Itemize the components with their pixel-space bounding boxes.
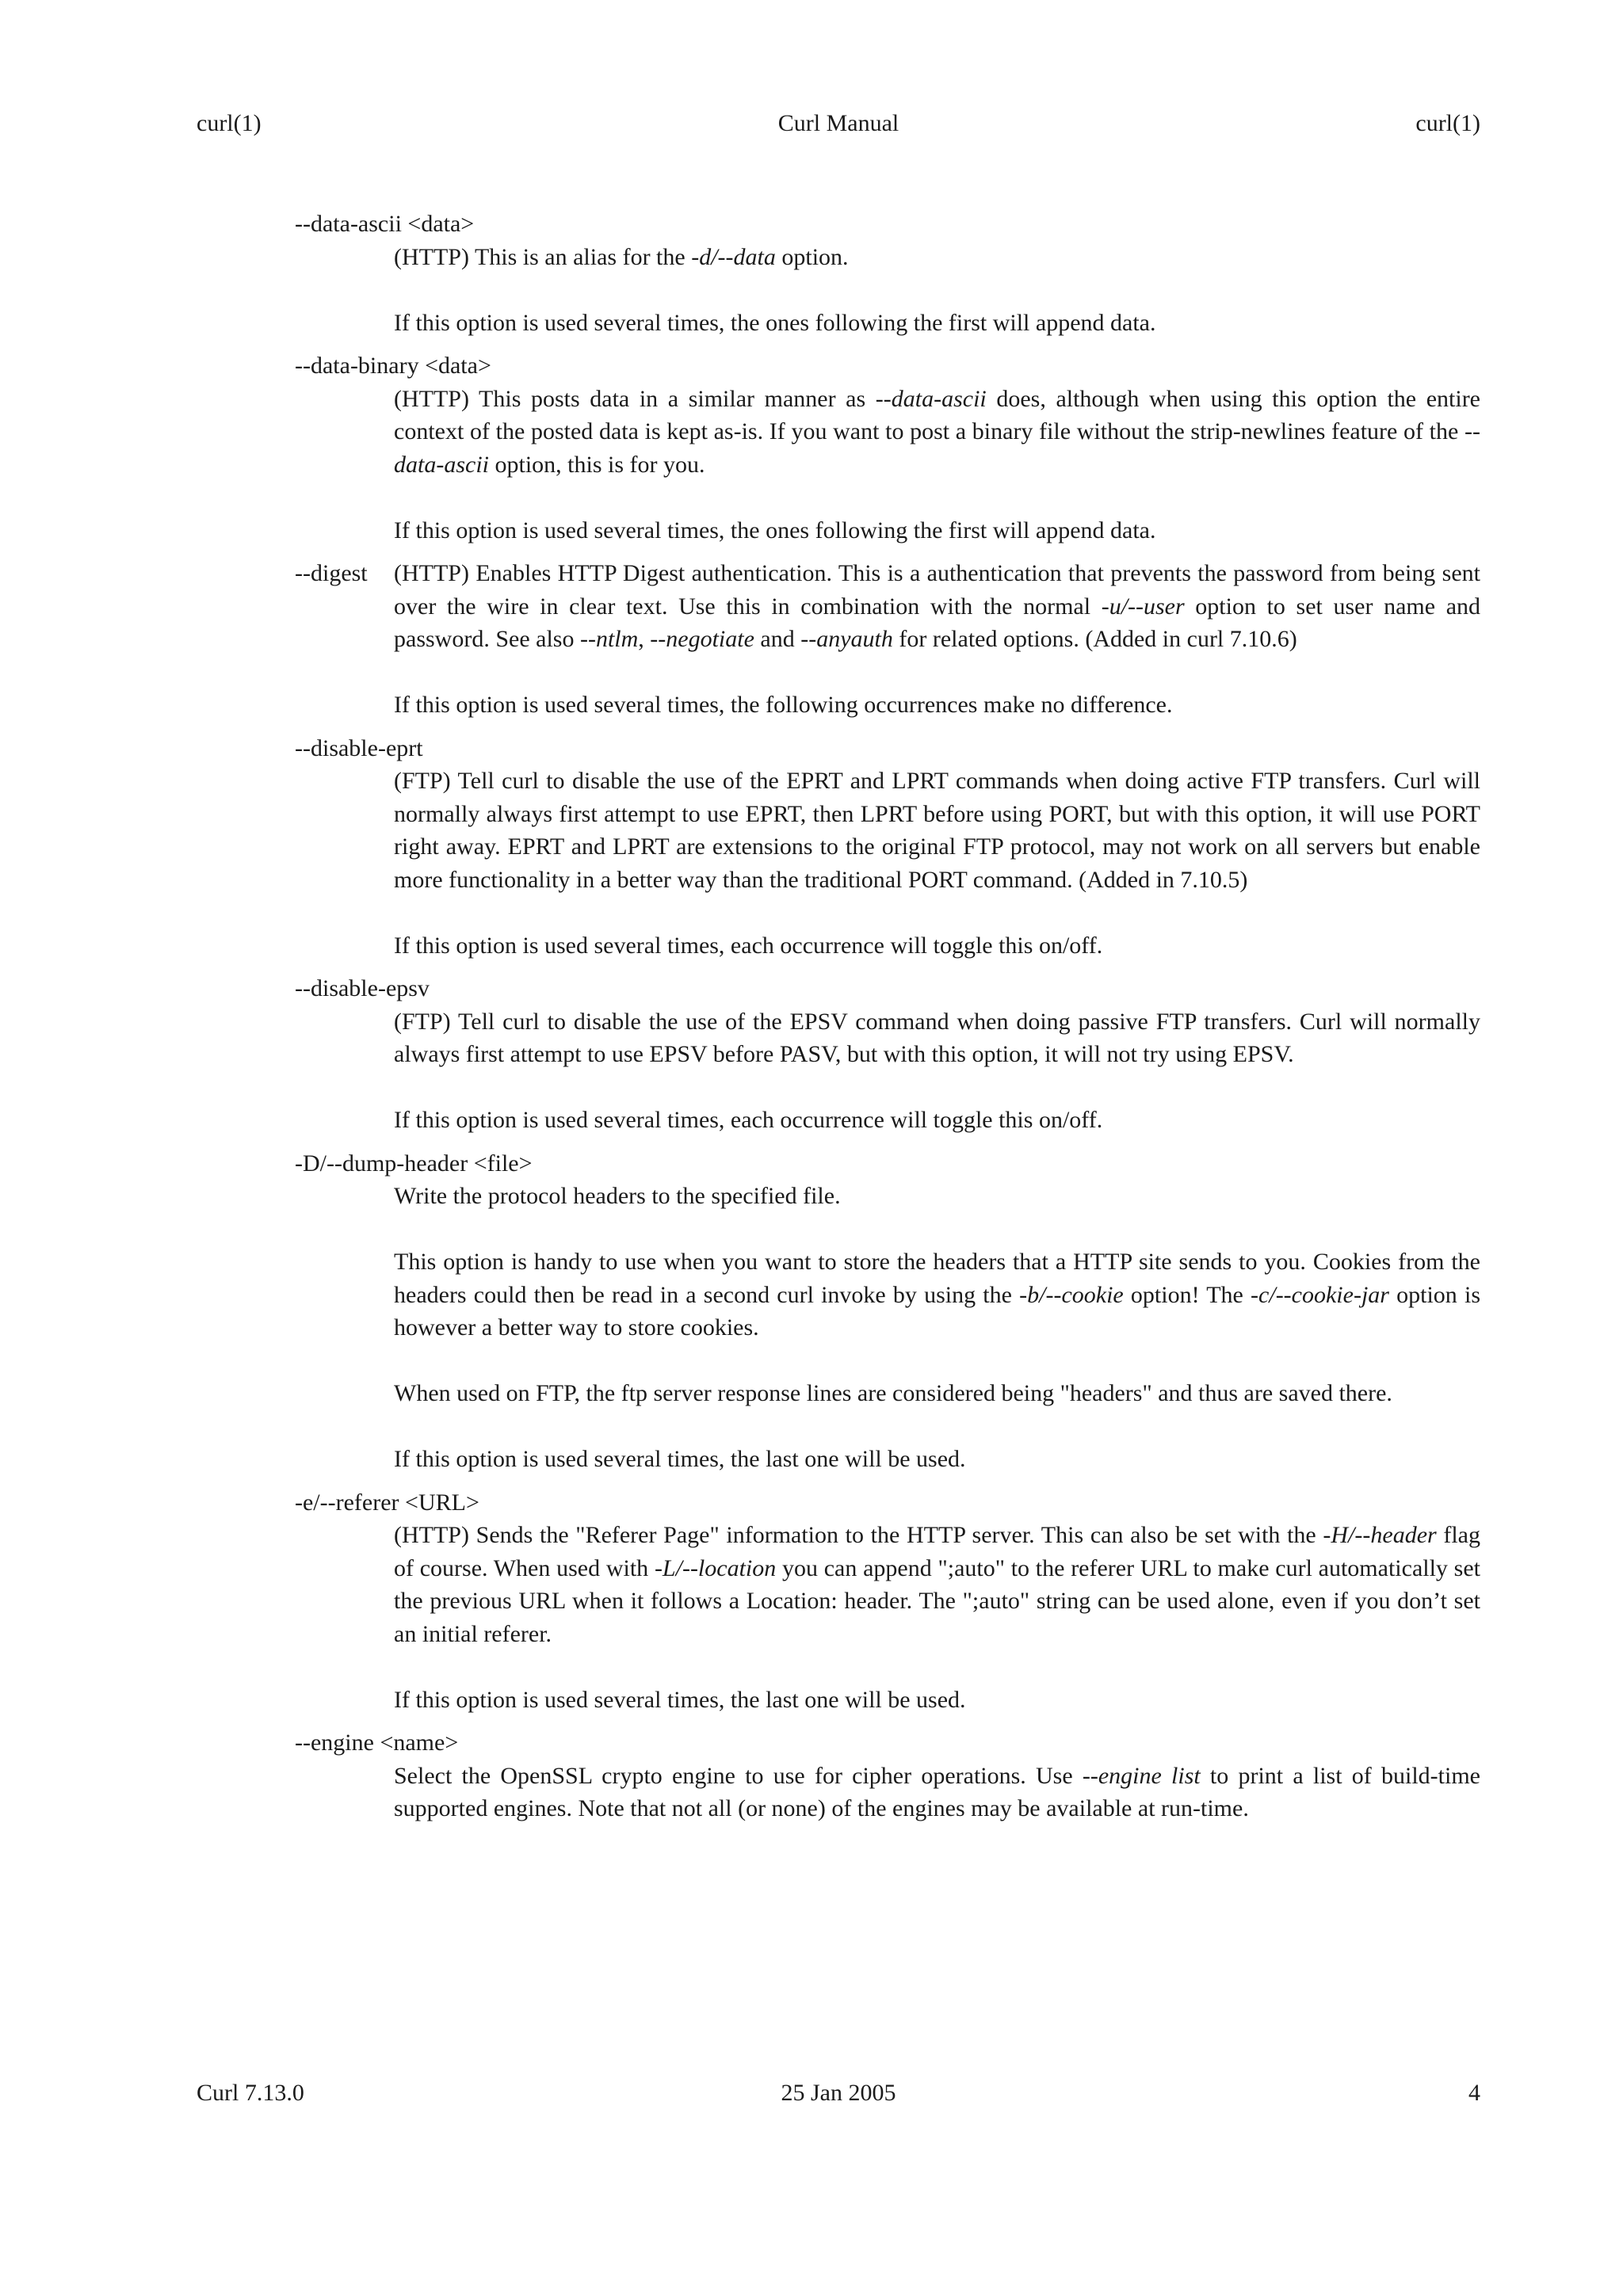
option-data-binary bbox=[295, 349, 1480, 547]
option-dump-header bbox=[295, 1147, 1480, 1476]
manual-content bbox=[295, 208, 1480, 1836]
option-digest bbox=[295, 557, 1480, 722]
page-header bbox=[197, 106, 1480, 141]
paragraph: (HTTP) This posts data in a similar manner as --data-ascii does, although when using this option the entire context of the posted data is kept as-is. If you want to post a binary file without the strip-newlines feature of the --data-ascii option, this is for you. bbox=[394, 385, 1481, 478]
option-referer bbox=[295, 1486, 1480, 1717]
option-name: -D/--dump-header <file> bbox=[295, 1150, 533, 1177]
option-data-ascii bbox=[295, 208, 1480, 339]
option-description bbox=[394, 557, 1480, 722]
page-number: 4 bbox=[1468, 2080, 1480, 2106]
option-name: --data-binary <data> bbox=[295, 353, 491, 379]
option-name: -e/--referer <URL> bbox=[295, 1489, 479, 1516]
header-left: curl(1) bbox=[197, 110, 262, 136]
paragraph: (FTP) Tell curl to disable the use of the EPRT and LPRT commands when doing active FTP transfers. Curl will normally always first attempt to use EPRT, then LPRT before using PORT, but with this option, it will use PORT right away. EPRT and LPRT are extensions to the original FTP protocol, may not work on all servers but enable more functionality in a better way than the traditional PORT command. (Added in 7.10.5) bbox=[394, 768, 1480, 893]
option-disable-eprt bbox=[295, 732, 1480, 963]
option-name: --disable-epsv bbox=[295, 975, 430, 1001]
option-engine bbox=[295, 1726, 1480, 1825]
paragraph: When used on FTP, the ftp server response lines are considered being "headers" and thus are saved there. bbox=[394, 1380, 1392, 1406]
paragraph: If this option is used several times, the last one will be used. bbox=[394, 1686, 966, 1713]
header-right: curl(1) bbox=[1415, 110, 1480, 136]
footer-version: Curl 7.13.0 bbox=[197, 2080, 304, 2106]
paragraph: (HTTP) This is an alias for the -d/--data option. bbox=[394, 243, 849, 270]
paragraph: If this option is used several times, the last one will be used. bbox=[394, 1446, 966, 1472]
option-description bbox=[394, 1519, 1480, 1716]
option-disable-epsv bbox=[295, 972, 1480, 1137]
paragraph: If this option is used several times, each occurrence will toggle this on/off. bbox=[394, 1107, 1103, 1133]
paragraph: (FTP) Tell curl to disable the use of the EPSV command when doing passive FTP transfers. Curl will normally always first attempt to use EPSV before PASV, but with this option, it will not try using EPSV. bbox=[394, 1008, 1480, 1067]
footer-date: 25 Jan 2005 bbox=[781, 2080, 896, 2106]
paragraph: Select the OpenSSL crypto engine to use for cipher operations. Use --engine list to print a list of build-time supported engines. Note that not all (or none) of the engines may be available at run-time. bbox=[394, 1762, 1480, 1821]
page-footer bbox=[197, 2076, 1480, 2111]
option-description bbox=[394, 1760, 1480, 1825]
paragraph: This option is handy to use when you want to store the headers that a HTTP site sends to you. Cookies from the headers could then be read in a second curl invoke by using the -b/--cookie option! The -c/--cookie-jar option is however a better way to store cookies. bbox=[394, 1249, 1480, 1341]
option-name: --disable-eprt bbox=[295, 734, 423, 761]
option-description bbox=[394, 1005, 1480, 1137]
paragraph: (HTTP) Enables HTTP Digest authentication. This is a authentication that prevents the password from being sent over the wire in clear text. Use this in combination with the normal -u/--user option to set user name and password. See also --ntlm, --negotiate and --anyauth for related options. (Added in curl 7.10.6) bbox=[394, 560, 1481, 652]
paragraph: If this option is used several times, the ones following the first will append data. bbox=[394, 517, 1156, 543]
option-description bbox=[394, 765, 1480, 962]
paragraph: If this option is used several times, each occurrence will toggle this on/off. bbox=[394, 932, 1103, 959]
option-description bbox=[394, 1180, 1480, 1476]
option-description bbox=[394, 241, 1480, 340]
option-name: --engine <name> bbox=[295, 1730, 459, 1756]
option-name: --digest bbox=[295, 560, 368, 586]
header-center: Curl Manual bbox=[777, 110, 899, 136]
option-name: --data-ascii <data> bbox=[295, 211, 475, 237]
paragraph: If this option is used several times, the following occurrences make no difference. bbox=[394, 692, 1173, 718]
option-description bbox=[394, 383, 1480, 547]
paragraph: (HTTP) Sends the "Referer Page" information to the HTTP server. This can also be set with the -H/--header flag of course. When used with -L/--location you can append ";auto" to the referer URL to make curl automatically set the previous URL when it follows a Location: header. The ";auto" string can be used alone, even if you don’t set an initial referer. bbox=[394, 1522, 1481, 1647]
paragraph: Write the protocol headers to the specified file. bbox=[394, 1183, 841, 1209]
paragraph: If this option is used several times, the ones following the first will append data. bbox=[394, 309, 1156, 336]
